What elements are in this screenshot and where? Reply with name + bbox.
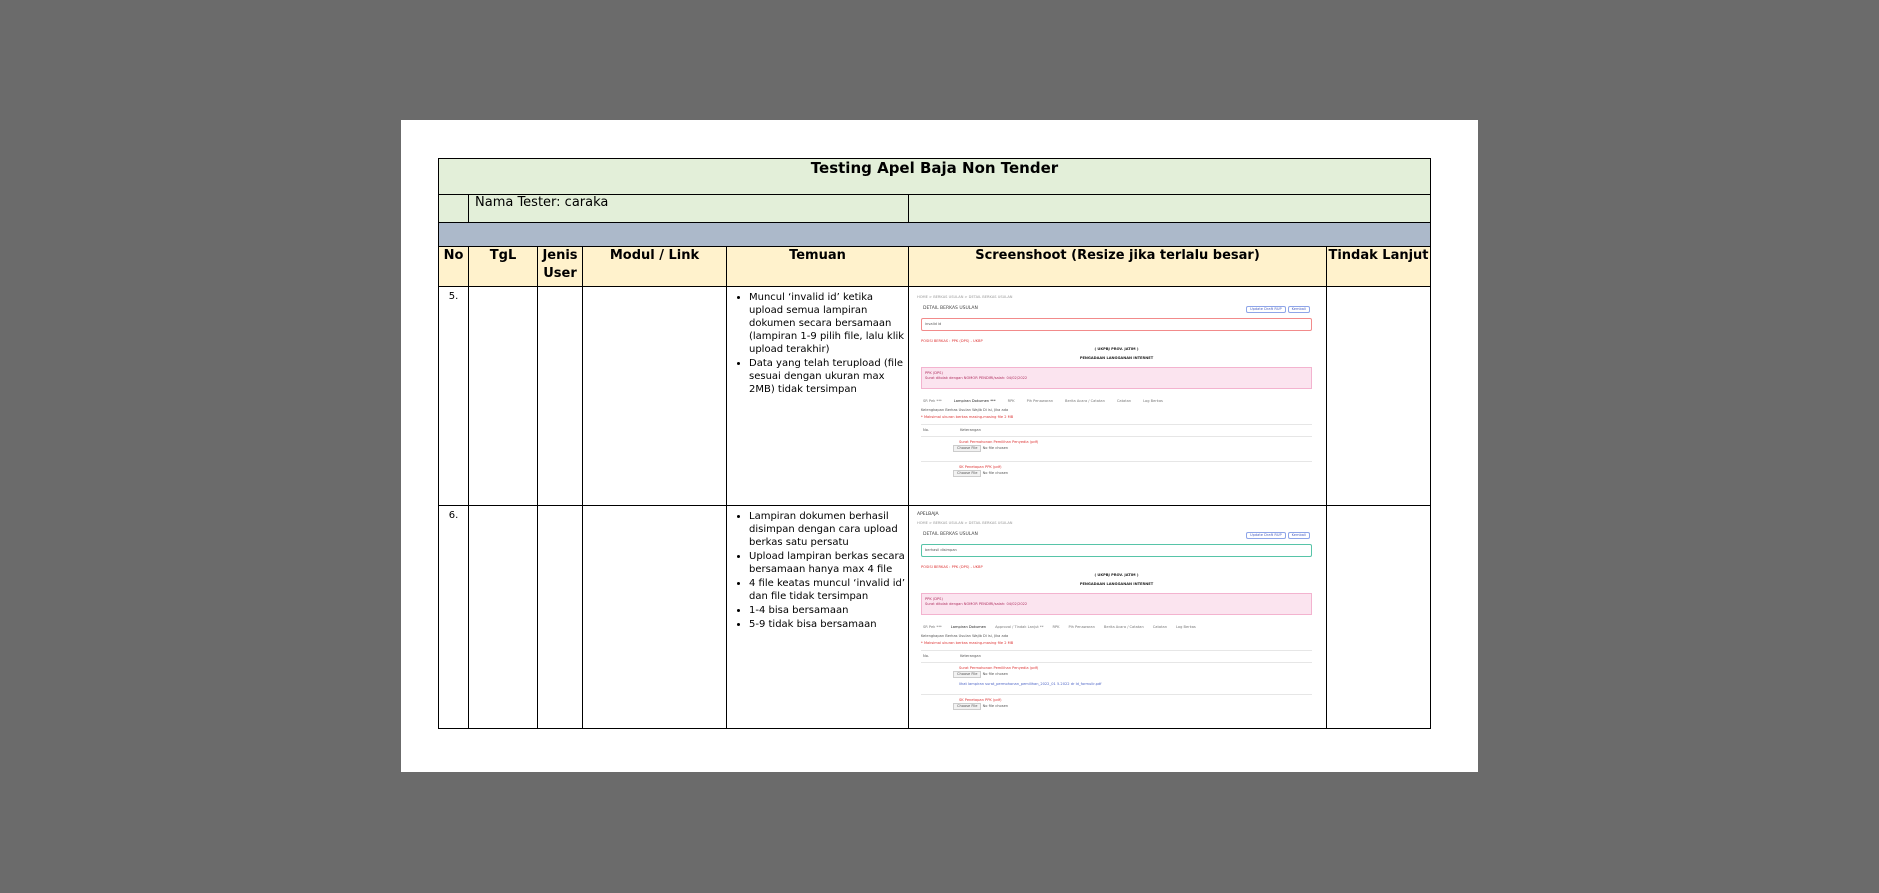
shot-max: * Maksimal ukuran berkas masing-masing file 2 MB — [921, 415, 1014, 419]
shot-tab: Log Berkas — [1143, 399, 1163, 403]
finding-item: • 5-9 tidak bisa bersamaan — [749, 618, 908, 631]
shot-col-ket: Keterangan — [960, 654, 981, 658]
table-row — [439, 506, 1431, 729]
shot-col-no: No. — [923, 654, 929, 658]
findings-list — [727, 291, 908, 396]
header-temuan: Temuan — [727, 247, 909, 287]
shot-detail-title: DETAIL BERKAS USULAN — [923, 306, 978, 311]
section-divider — [439, 223, 1431, 247]
shot-max: * Maksimal ukuran berkas masing-masing file 2 MB — [921, 641, 1014, 645]
row-temuan — [727, 287, 909, 506]
shot-pengadaan: PENGADAAN LANGGANAN INTERNET — [1079, 582, 1154, 586]
shot-attachment-link: lihat lampiran surat_permohonan_pemilihan_2022_01 5.2022 dr ld_formulir.pdf — [959, 682, 1102, 686]
shot-ppk-box — [921, 593, 1312, 615]
finding-item: • Data yang telah terupload (file sesuai dengan ukuran max 2MB) tidak tersimpan — [749, 357, 908, 396]
shot-item1: Surat Permohonan Pemilihan Penyedia (pdf) — [959, 440, 1039, 444]
shot-breadcrumb: HOME > BERKAS USULAN > DETAIL BERKAS USULAN — [917, 521, 1013, 525]
shot-item2: SK Penetapan PPK (pdf) — [959, 698, 1002, 702]
findings-list — [727, 510, 908, 631]
shot-posisi: POSISI BERKAS : PPK (DPS) - UKBP — [921, 565, 983, 569]
shot-nofile: No file chosen — [982, 704, 1009, 708]
shot-tab: Approval / Tindak Lanjut ** — [995, 625, 1044, 629]
shot-tab: Berita Acara / Catatan — [1103, 625, 1144, 629]
shot-choose-file: Choose File — [953, 470, 981, 477]
shot-app-name: APELBAJA — [917, 512, 939, 517]
row-tgl — [469, 506, 538, 729]
shot-ppk-note: Surat ditolak dengan NOMOR PENDIRI/salah: 04/02/2022 — [925, 602, 1028, 606]
shot-kelengkapan: Kelengkapan Berkas Usulan Wajib Di isi, Jika ada — [921, 634, 1009, 638]
shot-choose-file: Choose File — [953, 671, 981, 678]
header-screenshot: Screenshoot (Resize jika terlalu besar) — [909, 247, 1327, 287]
row-number: 5. — [439, 287, 469, 506]
shot-tabs — [923, 399, 1310, 404]
row-screenshot — [909, 506, 1327, 729]
shot-choose-file: Choose File — [953, 445, 981, 452]
row-number: 6. — [439, 506, 469, 729]
row-modul — [583, 506, 727, 729]
shot-detail-title: DETAIL BERKAS USULAN — [923, 532, 978, 537]
shot-ppk-note: Surat ditolak dengan NOMOR PENDIRI/salah: 04/02/2022 — [925, 376, 1028, 380]
shot-ppk: PPK (DPS) — [925, 371, 943, 375]
tester-blank-cell — [439, 195, 469, 223]
finding-item: • 1-4 bisa bersamaan — [749, 604, 908, 617]
header-jenis-user: Jenis User — [538, 247, 583, 287]
shot-back-button: Kembali — [1288, 532, 1310, 539]
row-temuan — [727, 506, 909, 729]
shot-tab: Pih Penawaran — [1026, 399, 1053, 403]
shot-tab: Lampiran Dokumen *** — [953, 399, 996, 403]
header-modul: Modul / Link — [583, 247, 727, 287]
row-tindak-lanjut — [1327, 506, 1431, 729]
shot-item2: SK Penetapan PPK (pdf) — [959, 465, 1002, 469]
row-tgl — [469, 287, 538, 506]
shot-tab: SR Pek *** — [923, 625, 942, 629]
header-tgl: TgL — [469, 247, 538, 287]
row-screenshot — [909, 287, 1327, 506]
shot-nofile: No file chosen — [982, 471, 1009, 475]
shot-tabs — [923, 625, 1310, 630]
finding-item: • Lampiran dokumen berhasil disimpan dengan cara upload berkas satu persatu — [749, 510, 908, 549]
header-no: No — [439, 247, 469, 287]
finding-item: • Upload lampiran berkas secara bersamaan hanya max 4 file — [749, 550, 908, 576]
document-page — [401, 120, 1478, 772]
shot-item1: Surat Permohonan Pemilihan Penyedia (pdf) — [959, 666, 1039, 670]
shot-update-button: Update Draft RUP — [1246, 532, 1286, 539]
shot-tab: Catatan — [1152, 625, 1167, 629]
report-title: Testing Apel Baja Non Tender — [439, 159, 1431, 195]
shot-tab: RPK — [1052, 625, 1060, 629]
shot-kelengkapan: Kelengkapan Berkas Usulan Wajib Di isi, Jika ada — [921, 408, 1009, 412]
shot-col-no: No. — [923, 428, 929, 432]
screenshot-image — [917, 508, 1316, 713]
screenshot-image — [917, 289, 1316, 494]
shot-alert: invalid id — [921, 318, 1312, 331]
row-jenis-user — [538, 506, 583, 729]
tester-label: Nama Tester: caraka — [475, 195, 609, 210]
row-modul — [583, 287, 727, 506]
shot-pengadaan: PENGADAAN LANGGANAN INTERNET — [1079, 356, 1154, 360]
shot-alert: berhasil disimpan — [921, 544, 1312, 557]
shot-nofile: No file chosen — [982, 672, 1009, 676]
test-report-table — [438, 158, 1431, 729]
shot-ppk-box — [921, 367, 1312, 389]
shot-tab: SR Pek *** — [923, 399, 942, 403]
shot-tab: RPK — [1007, 399, 1015, 403]
shot-update-button: Update Draft RUP — [1246, 306, 1286, 313]
shot-back-button: Kembali — [1288, 306, 1310, 313]
shot-tab: Catatan — [1116, 399, 1132, 403]
shot-org: ( UKPBJ PROV. JATIM ) — [1094, 573, 1139, 577]
finding-item: • Muncul ‘invalid id’ ketika upload semua lampiran dokumen secara bersamaan (lampiran 1-9 pilih file, lalu klik upload terakhir) — [749, 291, 908, 356]
shot-tab: Pih Penawaran — [1068, 625, 1095, 629]
shot-breadcrumb: HOME > BERKAS USULAN > DETAIL BERKAS USULAN — [917, 295, 1013, 299]
shot-tab: Log Berkas — [1175, 625, 1196, 629]
finding-item: • 4 file keatas muncul ‘invalid id’ dan file tidak tersimpan — [749, 577, 908, 603]
row-jenis-user — [538, 287, 583, 506]
shot-tab: Lampiran Dokumen — [950, 625, 987, 629]
tester-name — [469, 195, 909, 223]
shot-nofile: No file chosen — [982, 446, 1009, 450]
header-tindak-lanjut: Tindak Lanjut — [1327, 247, 1431, 287]
shot-org: ( UKPBJ PROV. JATIM ) — [1094, 347, 1139, 351]
table-row — [439, 287, 1431, 506]
shot-posisi: POSISI BERKAS : PPK (DPS) - UKBP — [921, 339, 983, 343]
row-tindak-lanjut — [1327, 287, 1431, 506]
shot-choose-file: Choose File — [953, 703, 981, 710]
shot-tab: Berita Acara / Catatan — [1065, 399, 1105, 403]
shot-ppk: PPK (DPS) — [925, 597, 943, 601]
tester-right-cell — [909, 195, 1431, 223]
shot-col-ket: Keterangan — [960, 428, 981, 432]
